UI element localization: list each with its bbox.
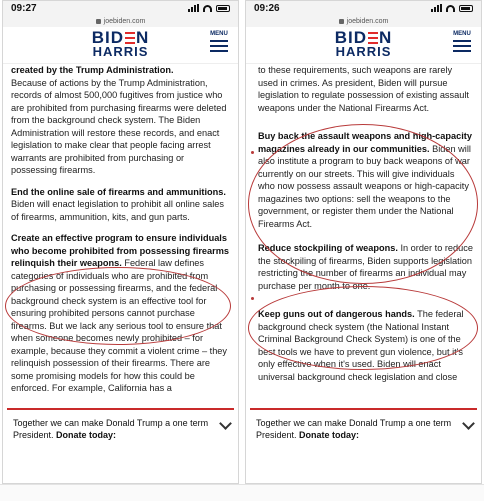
paragraph: Keep guns out of dangerous hands. The federal background check system (the National Instant Criminal Background Check System) is one of the best tools we have to prevent gun violence, but it's only effective when it's used. Biden will enact universal background check legislation and close: [258, 309, 464, 382]
biden-harris-logo[interactable]: BID N HARRIS: [91, 28, 150, 59]
status-time: 09:26: [254, 2, 280, 14]
logo-harris: HARRIS: [335, 44, 392, 59]
article-content: [3, 64, 238, 408]
donate-banner[interactable]: [246, 410, 481, 450]
paragraph: Reduce stockpiling of weapons. In order to reduce the stockpiling of firearms, Biden supports legislation restricting the number of firearms an individual may purchase per month to one.: [258, 243, 473, 291]
biden-harris-logo[interactable]: BID N HARRIS: [334, 28, 393, 59]
wifi-icon: [203, 5, 212, 12]
paragraph: End the online sale of firearms and ammunitions. Biden will enact legislation to prohibit all online sales of firearms, ammunition, kits, and gun parts.: [11, 186, 226, 222]
status-time: 09:27: [11, 2, 37, 14]
wifi-icon: [446, 5, 455, 12]
paragraph: Because of actions by the Trump Administration, records of almost 500,000 fugitives from justice who are prohibited from purchasing firearms were deleted from the background check system. The Biden Administration will restore these records, and enact legislation to make clear that people facing arrest warrants are prohibited from purchasing or possessing firearms.: [11, 77, 227, 175]
battery-icon: [459, 5, 473, 12]
url-bar[interactable]: [246, 15, 481, 27]
chevron-down-icon[interactable]: [462, 417, 475, 430]
status-bar: [246, 1, 481, 15]
paragraph: created by the Trump Administration.: [11, 65, 174, 75]
banner-text: Together we can make Donald Trump a one term President. Donate today:: [13, 418, 209, 440]
left-screenshot-panel: [2, 0, 239, 484]
menu-label: MENU: [453, 31, 471, 37]
bullet-dot: [251, 151, 254, 154]
paragraph: Buy back the assault weapons and high-capacity magazines already in our communities. Biden will also institute a program to buy back weapons of war currently on our streets. This will give individuals who now possess assault weapons or high-capacity magazines two options: sell the weapons to the government, or register them under the National Firearms Act.: [258, 131, 472, 229]
site-header: [3, 27, 238, 64]
lock-icon: [339, 19, 344, 24]
article-content: [246, 64, 481, 408]
hamburger-icon: [453, 40, 471, 52]
logo-harris: HARRIS: [92, 44, 149, 59]
image-bottom-strip: [0, 484, 484, 501]
status-icons: [431, 4, 473, 12]
bullet-dot: [251, 297, 254, 300]
url-text: joebiden.com: [346, 17, 389, 25]
status-icons: [188, 4, 230, 12]
menu-label: MENU: [210, 31, 228, 37]
lock-icon: [96, 19, 101, 24]
hamburger-icon: [210, 40, 228, 52]
url-text: joebiden.com: [103, 17, 146, 25]
signal-icon: [431, 4, 442, 12]
battery-icon: [216, 5, 230, 12]
status-bar: [3, 1, 238, 15]
menu-button[interactable]: [453, 31, 471, 55]
signal-icon: [188, 4, 199, 12]
right-screenshot-panel: [245, 0, 482, 484]
site-header: [246, 27, 481, 64]
paragraph: to these requirements, such weapons are rarely used in crimes. As president, Biden will pursue legislation to regulate possession of existing assault weapons under the National Firearms Act.: [258, 65, 469, 113]
url-bar[interactable]: [3, 15, 238, 27]
paragraph: Create an effective program to ensure individuals who become prohibited from possessing firearms relinquish their weapons. Federal law defines categories of individuals who are prohibited from purchasing or possessing firearms, and the federal background check system is an effective tool for ensuring prohibited persons cannot purchase firearms. But we lack any serious tool to ensure that when someone becomes newly prohibited – for example, because they commit a violent crime – they relinquish possession of their firearms. There are some promising models for how this could be enforced. For example, California has a: [11, 233, 229, 393]
menu-button[interactable]: [210, 31, 228, 55]
donate-banner[interactable]: [3, 410, 238, 450]
chevron-down-icon[interactable]: [219, 417, 232, 430]
banner-text: Together we can make Donald Trump a one term President. Donate today:: [256, 418, 452, 440]
